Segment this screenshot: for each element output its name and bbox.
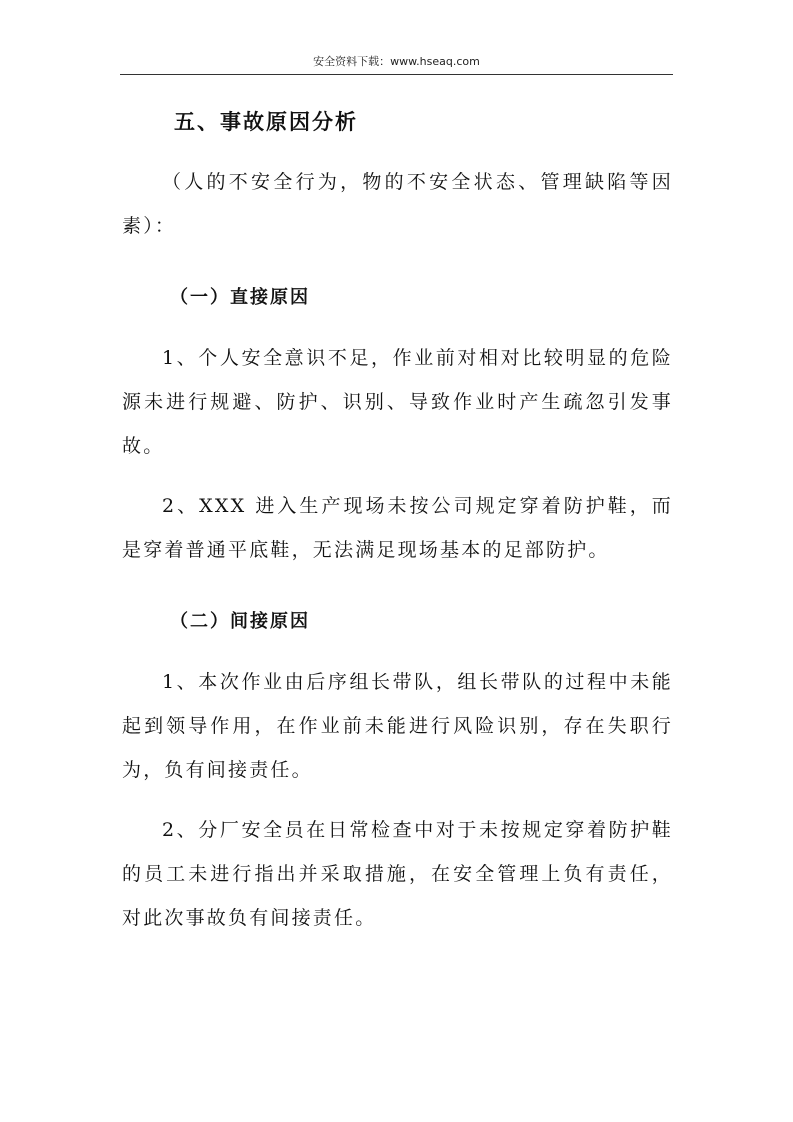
page-header bbox=[120, 52, 673, 75]
document-body bbox=[122, 100, 673, 940]
indirect-cause-heading: （二）间接原因 bbox=[170, 611, 310, 632]
section-title: 五、事故原因分析 bbox=[174, 109, 358, 134]
direct-cause-heading: （一）直接原因 bbox=[170, 287, 310, 308]
direct-cause-item-2: 2、XXX 进入生产现场未按公司规定穿着防护鞋，而是穿着普通平底鞋，无法满足现场基本的足部防护。 bbox=[122, 495, 673, 561]
header-text: 安全资料下载：www.hseaq.com bbox=[313, 55, 480, 68]
intro-paragraph: （人的不安全行为，物的不安全状态、管理缺陷等因素）： bbox=[122, 171, 673, 237]
indirect-cause-item-2: 2、分厂安全员在日常检查中对于未按规定穿着防护鞋的员工未进行指出并采取措施，在安全管理上负有责任，对此次事故负有间接责任。 bbox=[122, 819, 673, 929]
indirect-cause-item-1: 1、本次作业由后序组长带队，组长带队的过程中未能起到领导作用，在作业前未能进行风险识别，存在失职行为，负有间接责任。 bbox=[122, 671, 673, 781]
direct-cause-item-1: 1、个人安全意识不足，作业前对相对比较明显的危险源未进行规避、防护、识别、导致作业时产生疏忽引发事故。 bbox=[122, 347, 673, 457]
